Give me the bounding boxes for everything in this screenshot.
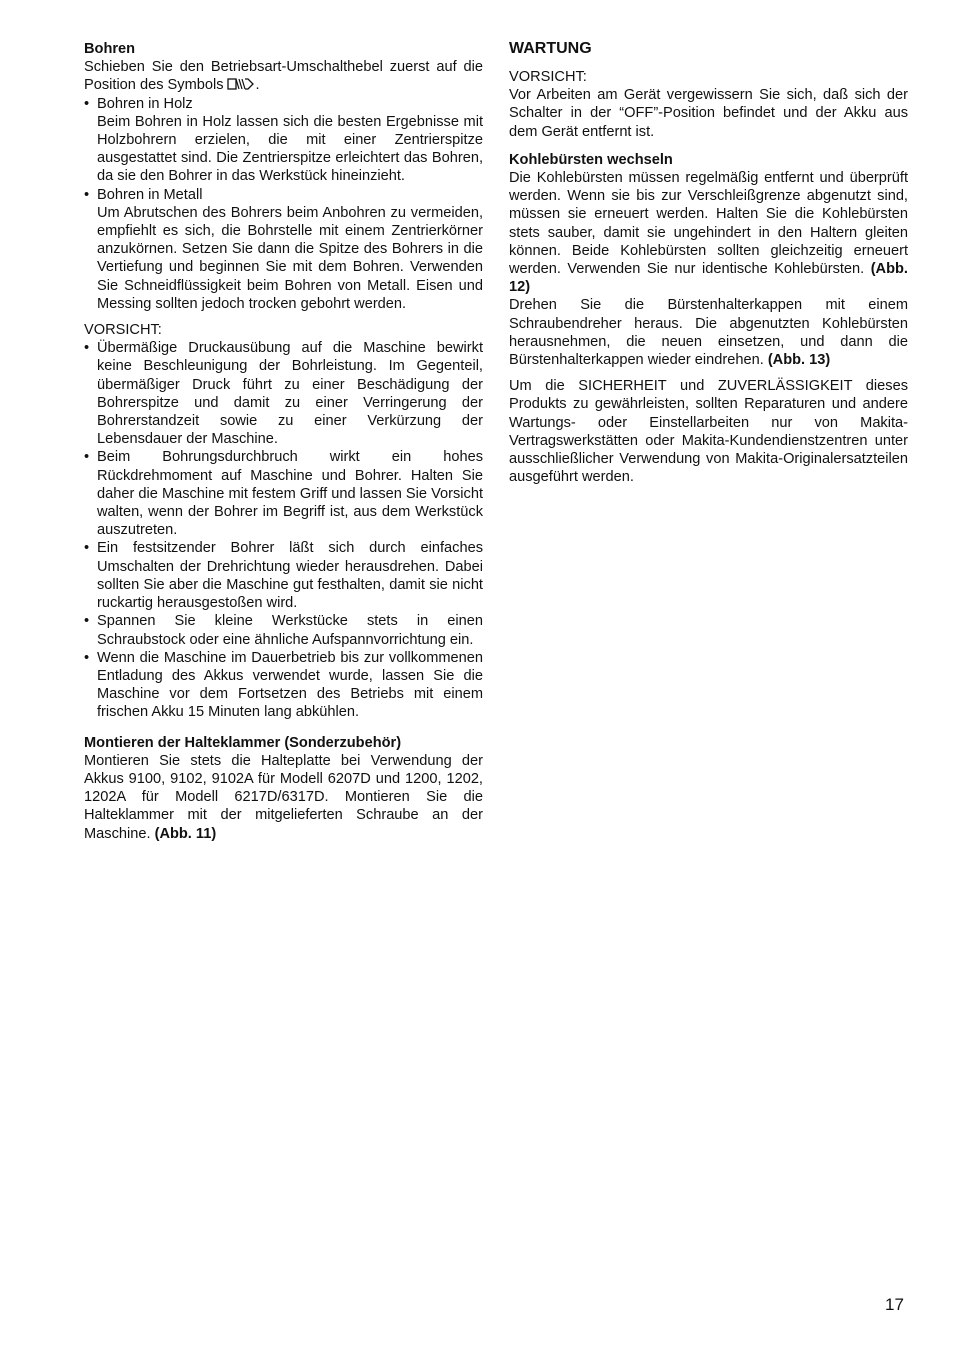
bohren-heading: Bohren	[84, 41, 136, 57]
left-column	[84, 40, 483, 843]
list-item: • Spannen Sie kleine Werkstücke stets in einen Schraubstock oder eine ähnliche Aufspannvorrichtung ein.	[84, 612, 483, 648]
list-item: • Beim Bohrungsdurchbruch wirkt ein hohes Rückdrehmoment auf Maschine und Bohrer. Halten Sie daher die Maschine mit festem Griff und lassen Sie Vorsicht walten, wenn der Bohrer im Begriff ist, aus dem Werkstück auszutreten.	[84, 448, 483, 539]
kohle-text-2: Drehen Sie die Bürstenhalterkappen mit einem Schraubendreher heraus. Die abgenutzten Kohlebürsten herausnehmen, die neuen einsetzen, und dann die Bürstenhalterkappen wieder eindrehen. (Abb. 13)	[509, 297, 908, 369]
list-item	[84, 95, 483, 186]
figure-reference: (Abb. 13)	[767, 352, 831, 369]
halteklammer-text: Montieren Sie stets die Halteplatte bei Verwendung der Akkus 9100, 9102, 9102A für Modell 6207D und 1200, 1202, 1202A für Modell 6217D/6317D. Montieren Sie die Halteklammer mit der mitgelieferten Schraube an der Maschine. (Abb. 11)	[84, 752, 483, 842]
list-item: • Wenn die Maschine im Dauerbetrieb bis zur vollkommenen Entladung des Akkus verwendet wurde, lassen Sie die Maschine vor dem Fortsetzen des Betriebs mit einem frischen Akku 15 Minuten lang abkühlen.	[84, 649, 483, 722]
list-item: • Ein festsitzender Bohrer läßt sich durch einfaches Umschalten der Drehrichtung wieder herausdrehen. Dabei sollten Sie aber die Maschine gut festhalten, damit sie nicht ruckartig herausgestoßen wird.	[84, 539, 483, 612]
page-number: 17	[885, 1295, 904, 1314]
bohren-list	[84, 95, 483, 313]
list-item	[84, 186, 483, 313]
drill-bit-icon	[227, 78, 255, 90]
halteklammer-heading: Montieren der Halteklammer (Sonderzubehör)	[84, 734, 402, 751]
metall-label: • Bohren in Metall	[97, 186, 203, 203]
vorsicht-label-left: VORSICHT:	[84, 322, 162, 339]
vorsicht-list	[84, 339, 483, 721]
holz-text: Beim Bohren in Holz lassen sich die besten Ergebnisse mit Holzbohrern erzielen, die mit einer Zentrierspitze ausgestattet sind. Die Zentrierspitze erleichtert das Bohren, da sie den Bohrer in das Werkstück hineinzieht.	[97, 113, 483, 185]
metall-text: Um Abrutschen des Bohrers beim Anbohren zu vermeiden, empfiehlt es sich, die Bohrstelle mit einem Zentrierkörner anzukörnen. Setzen Sie dann die Spitze des Bohrers in die Vertiefung und beginnen Sie mit dem Bohren. Verwenden Sie Schneidflüssigkeit beim Bohren von Metall. Eisen und Messing sollten jedoch trocken gebohrt werden.	[97, 204, 483, 312]
holz-label: • Bohren in Holz	[97, 95, 193, 112]
sicherheit-text: Um die SICHERHEIT und ZUVERLÄSSIGKEIT dieses Produkts zu gewährleisten, sollten Reparaturen und andere Wartungs- oder Einstellarbeiten nur von Makita-Vertragswerkstätten oder Makita-Kundendienstzentren unter ausschließlicher Verwendung von Makita-Originalersatzteilen ausgeführt werden.	[509, 378, 908, 486]
figure-reference: (Abb. 12)	[509, 261, 908, 296]
vorsicht-text-right: Vor Arbeiten am Gerät vergewissern Sie sich, daß sich der Schalter in der “OFF”-Position befindet und der Akku aus dem Gerät entfernt ist.	[509, 87, 908, 140]
right-column	[509, 40, 908, 486]
kohle-text-1: Die Kohlebürsten müssen regelmäßig entfernt und überprüft werden. Wenn sie bis zur Verschleißgrenze abgenutzt sind, müssen sie erneuert werden. Halten Sie die Kohlebürsten stets sauber, damit sie ungehindert in den Haltern gleiten können. Beide Kohlebürsten sollten gleichzeitig erneuert werden. Verwenden Sie nur identische Kohlebürsten. (Abb. 12)	[509, 170, 908, 296]
list-item: • Übermäßige Druckausübung auf die Maschine bewirkt keine Beschleunigung der Bohrleistung. Im Gegenteil, übermäßiger Druck führt zu einer Beschädigung der Bohrerspitze und damit zu einer Verringerung der Bohrerstandzeit sowie zu einer Verkürzung der Lebensdauer der Maschine.	[84, 339, 483, 448]
wartung-heading: WARTUNG	[509, 40, 592, 57]
figure-reference: (Abb. 11)	[154, 825, 217, 842]
kohle-heading: Kohlebürsten wechseln	[509, 151, 673, 168]
vorsicht-label-right: VORSICHT:	[509, 69, 587, 85]
bohren-intro: Schieben Sie den Betriebsart-Umschalthebel zuerst auf die Position des Symbols .	[84, 59, 483, 94]
